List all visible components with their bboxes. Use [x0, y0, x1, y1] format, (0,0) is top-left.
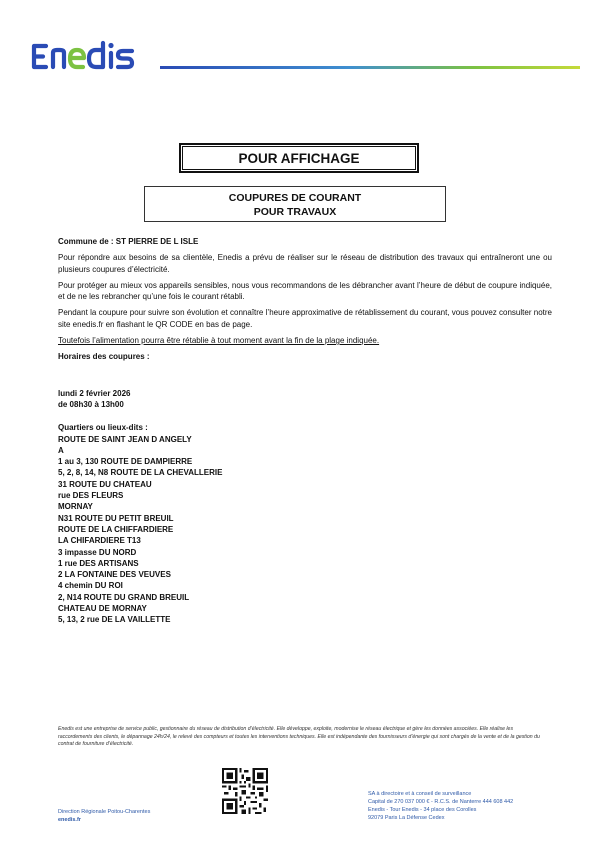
list-item: A: [58, 445, 64, 455]
list-item: 31 ROUTE DU CHATEAU: [58, 479, 152, 489]
places-label: Quartiers ou lieux-dits :: [58, 423, 148, 433]
footer-postcode: 92079 Paris La Défense Cedex: [368, 815, 445, 821]
subtitle-line-2: POUR TRAVAUX: [253, 206, 337, 218]
page-title: [179, 143, 419, 173]
list-item: ROUTE DE LA CHIFFARDIERE: [58, 524, 174, 534]
page-title-text: POUR AFFICHAGE: [238, 150, 360, 166]
list-item: 1 au 3, 130 ROUTE DE DAMPIERRE: [58, 457, 193, 467]
list-item: CHATEAU DE MORNAY: [58, 604, 147, 614]
footer-website-link[interactable]: enedis.fr: [58, 817, 81, 823]
list-item: 3 impasse DU NORD: [58, 547, 137, 557]
header-gradient-line: [160, 66, 580, 69]
paragraph-2: Pour protéger au mieux vos appareils sensibles, nous vous recommandons de les débrancher avant l’heure de début de coupure indiquée, et de ne les rebrancher qu’une fois le courant rétabli.: [58, 280, 552, 302]
footer-capital: Capital de 270 037 000 € - R.C.S. de Nanterre 444 608 442: [368, 799, 514, 805]
footer-right: [368, 790, 513, 822]
list-item: LA CHIFARDIERE T13: [58, 536, 141, 546]
warning-text: Toutefois l’alimentation pourra être rétablie à tout moment avant la fin de la plage indiquée.: [58, 336, 380, 346]
list-item: MORNAY: [58, 502, 93, 512]
list-item: 1 rue DES ARTISANS: [58, 558, 139, 568]
commune-label: Commune de :: [58, 237, 114, 246]
notice-body: [58, 236, 552, 626]
footer-address: Enedis - Tour Enedis - 34 place des Corolles: [368, 807, 477, 813]
places-list: [58, 434, 552, 626]
schedule-time: de 08h30 à 13h00: [58, 399, 124, 409]
list-item: rue DES FLEURS: [58, 491, 124, 501]
qr-code-icon[interactable]: [222, 768, 268, 814]
list-item: 4 chemin DU ROI: [58, 581, 123, 591]
list-item: N31 ROUTE DU PETIT BREUIL: [58, 513, 174, 523]
list-item: 2 LA FONTAINE DES VEUVES: [58, 570, 171, 580]
list-item: ROUTE DE SAINT JEAN D ANGELY: [58, 434, 192, 444]
paragraph-3: Pendant la coupure pour suivre son évolution et connaître l’heure approximative de rétablissement du courant, vous pouvez consulter notre site enedis.fr en flashant le QR CODE en bas de page.: [58, 308, 552, 329]
schedule-date: lundi 2 février 2026: [58, 388, 131, 398]
list-item: 5, 2, 8, 14, N8 ROUTE DE LA CHEVALLERIE: [58, 468, 223, 478]
paragraph-1: Pour répondre aux besoins de sa clientèle, Enedis a prévu de réaliser sur le réseau de distribution des travaux qui entraîneront une ou plusieurs coupures d’électricité.: [58, 253, 552, 274]
subtitle-box: [144, 186, 446, 222]
enedis-logo: [30, 40, 155, 72]
footer-company-type: SA à directoire et à conseil de surveillance: [368, 791, 472, 797]
list-item: 2, N14 ROUTE DU GRAND BREUIL: [58, 592, 190, 602]
subtitle-line-1: COUPURES DE COURANT: [228, 192, 362, 204]
footer-left: [58, 808, 150, 824]
footer-disclaimer: Enedis est une entreprise de service public, gestionnaire du réseau de distribution d’électricité. Elle développe, exploite, modernise le réseau électrique et gère les données associées. Elle réalise les raccordements des clients, le dépannage 24h/24, le relevé des compteurs et toutes les interventions techniques. Elle est indépendante des fournisseurs d’énergie qui sont chargés de la vente et de la gestion du contrat de fourniture d’électricité.: [58, 726, 540, 748]
schedule-label: Horaires des coupures :: [58, 352, 150, 362]
commune-line: [58, 236, 552, 247]
footer-direction: Direction Régionale Poitou-Charentes: [58, 809, 151, 815]
list-item: 5, 13, 2 rue DE LA VAILLETTE: [58, 615, 171, 625]
commune-value: ST PIERRE DE L ISLE: [115, 237, 199, 246]
